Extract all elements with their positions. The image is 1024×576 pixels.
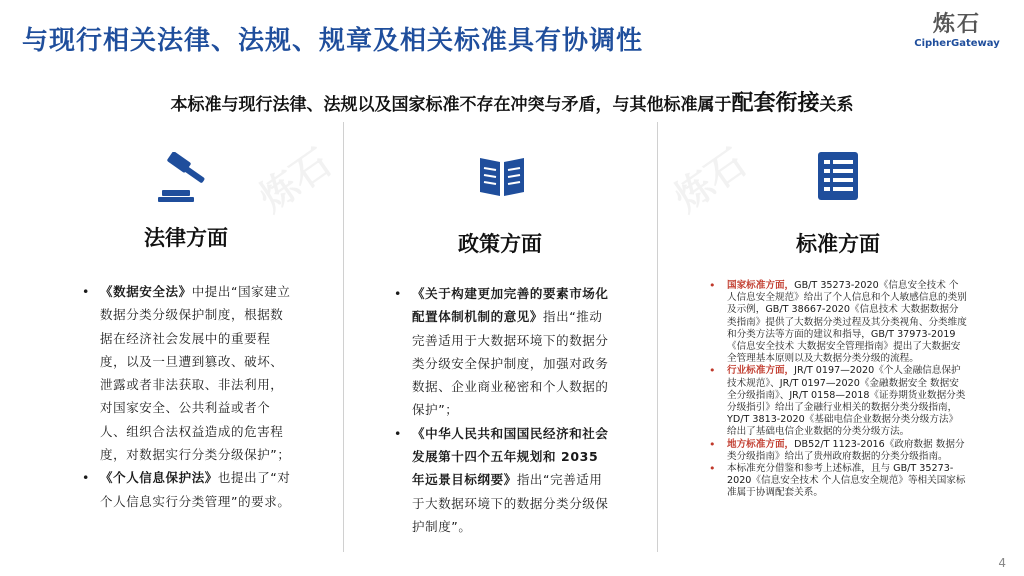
item-text: JR/T 0197—2020《个人金融信息保护技术规范》、JR/T 0197—2020《金融数据安全 数据安全分级指南》、JR/T 0158—2018《证券期货业数据分类分级指引》给出了金融行业相关的数据分类分级指南，YD/T 3813-2020《基础电信企业数据分类分级方法》给出了基础电信企业数据的分类分级方法。 (727, 365, 966, 438)
subtitle (0, 86, 1024, 117)
company-logo (912, 12, 1002, 50)
section-title-law: 法律方面 (144, 226, 228, 250)
item-text: 指出“完善适用于大数据环境下的数据分类分级保护制度”。 (412, 472, 609, 534)
item-text: 指出“推动完善适用于大数据环境下的数据分类分级安全保护制度，加强对政务数据、企业商业秘密和个人数据的保护”； (412, 309, 609, 418)
page-title: 与现行相关法律、法规、规章及相关标准具有协调性 (22, 26, 644, 56)
policy-name: 《关于构建更加完善的要素市场化配置体制机制的意见》 (412, 286, 609, 325)
logo-en: CipherGateway (914, 38, 1000, 49)
item-text: GB/T 35273-2020《信息安全技术 个人信息安全规范》给出了个人信息和个人敏感信息的类别及示例，GB/T 38667-2020《信息技术 大数据数据分类指南》提供了大数据分类过程及其分类视角、分类维度和分类方法等方面的建议和指导，GB/T 37973-2019《信息安全技术 大数据安全管理指南》提出了大数据安全管理基本原则以及大数据分类分级的流程。 (727, 280, 967, 365)
list-item (709, 463, 967, 500)
standard-label: 国家标准方面， (727, 280, 795, 291)
policy-bullet-list (394, 282, 612, 538)
list-item (709, 439, 967, 463)
item-text: 中提出“国家建立数据分类分级保护制度，根据数据在经济社会发展中的重要程度，以及一旦遭到篡改、破坏、泄露或者非法获取、非法利用，对国家安全、公共利益或者个人、组织合法权益造成的危害程度，对数据实行分类分级保护”； (100, 284, 291, 463)
standards-bullet-list (709, 280, 967, 500)
item-text: DB52/T 1123-2016《政府数据 数据分类分级指南》给出了贵州政府数据的分类分级指南。 (727, 438, 965, 462)
law-bullet-list (82, 280, 292, 513)
document-list-icon (812, 150, 864, 202)
logo-cn: 炼石 (932, 12, 981, 37)
list-item (82, 280, 292, 466)
standard-label: 行业标准方面， (727, 365, 795, 377)
watermark: 炼石 (666, 140, 754, 221)
subtitle-emphasis: 配套衔接 (731, 91, 820, 116)
subtitle-main: 本标准与现行法律、法规以及国家标准不存在冲突与矛盾，与其他标准属于 (170, 95, 732, 115)
subtitle-suffix: 关系 (819, 95, 854, 115)
section-title-standards: 标准方面 (796, 232, 880, 256)
list-item (394, 282, 612, 422)
list-item (82, 466, 292, 513)
page-number: 4 (998, 556, 1006, 570)
column-divider (657, 122, 658, 552)
list-item (394, 422, 612, 538)
list-item (709, 365, 967, 438)
standard-label: 地方标准方面， (727, 438, 795, 450)
section-title-policy: 政策方面 (458, 232, 542, 256)
policy-name: 《中华人民共和国国民经济和社会发展第十四个五年规划和 2035 年远景目标纲要》 (412, 425, 609, 488)
item-text: 也提出了“对个人信息实行分类管理”的要求。 (100, 470, 291, 509)
gavel-icon (158, 152, 210, 204)
watermark: 炼石 (251, 140, 339, 221)
column-divider (343, 122, 344, 552)
list-item (709, 280, 967, 365)
law-name: 《数据安全法》 (100, 284, 192, 299)
open-book-icon (476, 150, 528, 202)
item-text: 本标准充分借鉴和参考上述标准，且与 GB/T 35273-2020《信息安全技术 个人信息安全规范》等相关国家标准属于协调配套关系。 (727, 463, 966, 499)
law-name: 《个人信息保护法》 (100, 470, 218, 486)
